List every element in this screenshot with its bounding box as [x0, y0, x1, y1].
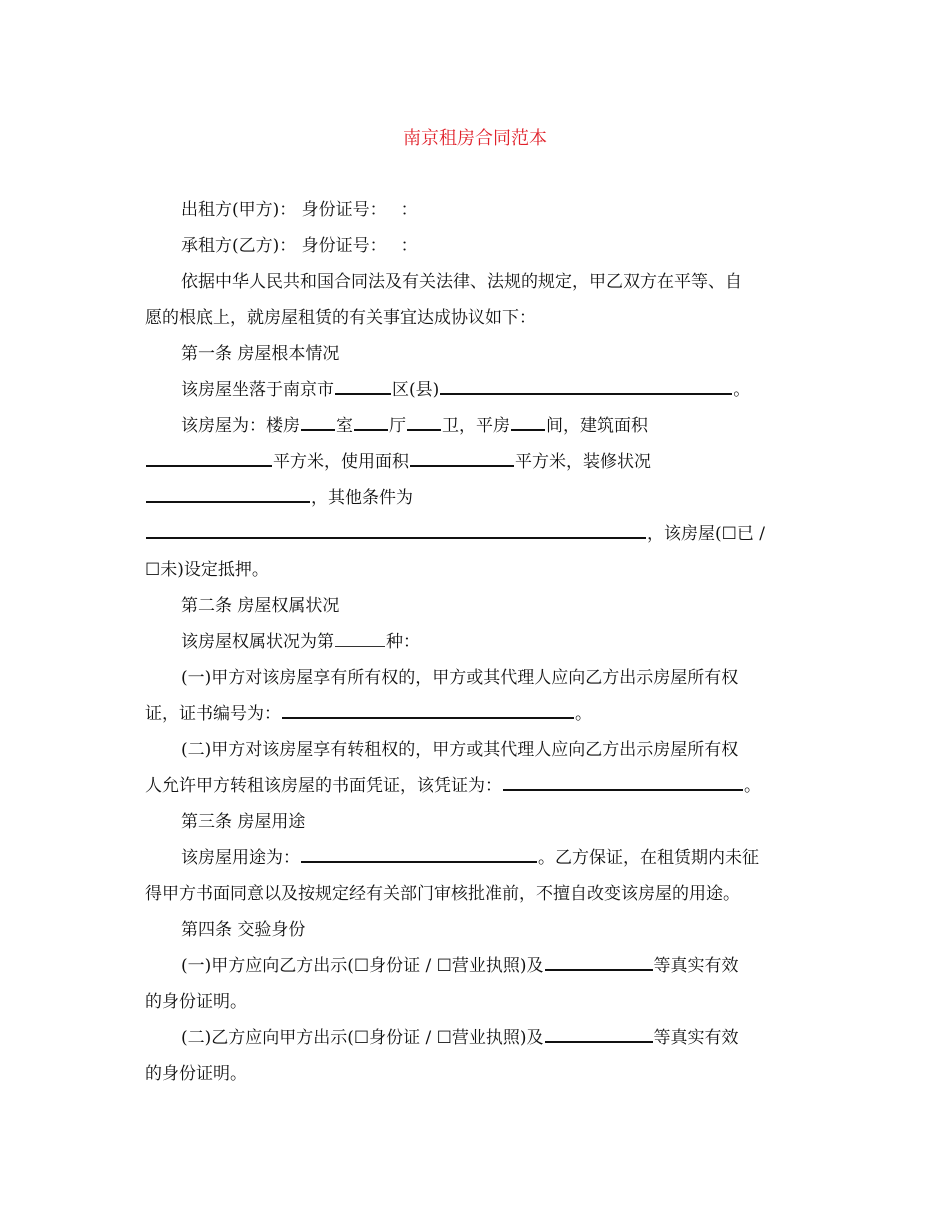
house-type-line — [181, 414, 648, 438]
lessee-id-line — [181, 1026, 739, 1050]
period: 。 — [733, 380, 751, 400]
decoration-line — [145, 486, 413, 510]
certificate-line — [145, 702, 592, 726]
lessee-line: 承租方(乙方)： 身份证号： ： — [181, 236, 418, 256]
location-line — [181, 378, 750, 402]
room-blank — [301, 415, 335, 431]
section-4-heading: 第四条 交验身份 — [181, 920, 306, 940]
valid-text: 等真实有效 — [653, 956, 739, 976]
preamble-line-2: 愿的根底上，就房屋租赁的有关事宜达成协议如下： — [145, 308, 536, 328]
use-area-text: 平方米，使用面积 — [273, 452, 409, 472]
mortgage-text: ，该房屋(☐已 / — [647, 524, 766, 544]
ownership-type-blank — [335, 632, 385, 647]
section-1-heading: 第一条 房屋根本情况 — [181, 344, 340, 364]
build-area-blank — [146, 451, 272, 467]
house-type-text: 该房屋为：楼房 — [181, 416, 300, 436]
district-text: 区(县) — [392, 380, 440, 400]
conditions-blank — [146, 523, 646, 539]
voucher-text: 人允许甲方转租该房屋的书面凭证，该凭证为： — [145, 776, 502, 796]
area-line — [145, 450, 651, 474]
usage-guarantee-text: 。乙方保证，在租赁期内未征 — [538, 848, 759, 868]
lessee-id-line-2: 的身份证明。 — [145, 1064, 247, 1084]
section-3-heading: 第三条 房屋用途 — [181, 812, 306, 832]
voucher-line — [145, 774, 761, 798]
use-area-blank — [410, 451, 514, 467]
kind-text: 种： — [386, 632, 420, 652]
section-2-heading: 第二条 房屋权属状况 — [181, 596, 340, 616]
preamble-line-1: 依据中华人民共和国合同法及有关法律、法规的规定，甲乙双方在平等、自 — [181, 272, 742, 292]
usage-blank — [301, 847, 537, 863]
lessor-id-text: (一)甲方应向乙方出示(☐身份证 / ☐营业执照)及 — [181, 956, 544, 976]
bath-text: 卫，平房 — [442, 416, 510, 436]
other-conditions-text: ，其他条件为 — [311, 488, 413, 508]
lessee-id-blank — [545, 1027, 653, 1043]
usage-text: 该房屋用途为： — [181, 848, 300, 868]
lessor-id-blank — [545, 955, 653, 971]
ownership-type-text: 该房屋权属状况为第 — [181, 632, 334, 652]
hall-text: 厅 — [389, 416, 406, 436]
district-blank — [335, 379, 391, 395]
hall-blank — [354, 415, 388, 431]
area-text: 间，建筑面积 — [546, 416, 648, 436]
decoration-blank — [146, 487, 310, 503]
certificate-text: 证，证书编号为： — [145, 704, 281, 724]
period: 。 — [744, 776, 761, 796]
conditions-line — [145, 522, 765, 546]
room-text: 室 — [336, 416, 353, 436]
ownership-type-line — [181, 630, 420, 654]
lessor-id-line — [181, 954, 739, 978]
certificate-blank — [282, 703, 574, 719]
usage-line — [181, 846, 759, 870]
bungalow-blank — [511, 415, 545, 431]
location-text: 该房屋坐落于南京市 — [181, 380, 334, 400]
address-blank — [440, 379, 732, 395]
ownership-clause-2: (二)甲方对该房屋享有转租权的，甲方或其代理人应向乙方出示房屋所有权 — [181, 740, 739, 760]
period: 。 — [575, 704, 592, 724]
lessor-id-line-2: 的身份证明。 — [145, 992, 247, 1012]
decoration-text: 平方米，装修状况 — [515, 452, 651, 472]
bath-blank — [407, 415, 441, 431]
voucher-blank — [503, 775, 743, 791]
document-title: 南京租房合同范本 — [403, 128, 547, 149]
ownership-clause-1: (一)甲方对该房屋享有所有权的，甲方或其代理人应向乙方出示房屋所有权 — [181, 668, 739, 688]
lessor-line: 出租方(甲方)： 身份证号： ： — [181, 200, 418, 220]
valid-text: 等真实有效 — [653, 1028, 739, 1048]
lessee-id-text: (二)乙方应向甲方出示(☐身份证 / ☐营业执照)及 — [181, 1028, 544, 1048]
usage-line-2: 得甲方书面同意以及按规定经有关部门审核批准前，不擅自改变该房屋的用途。 — [145, 884, 740, 904]
mortgage-line: ☐未)设定抵押。 — [145, 560, 269, 580]
